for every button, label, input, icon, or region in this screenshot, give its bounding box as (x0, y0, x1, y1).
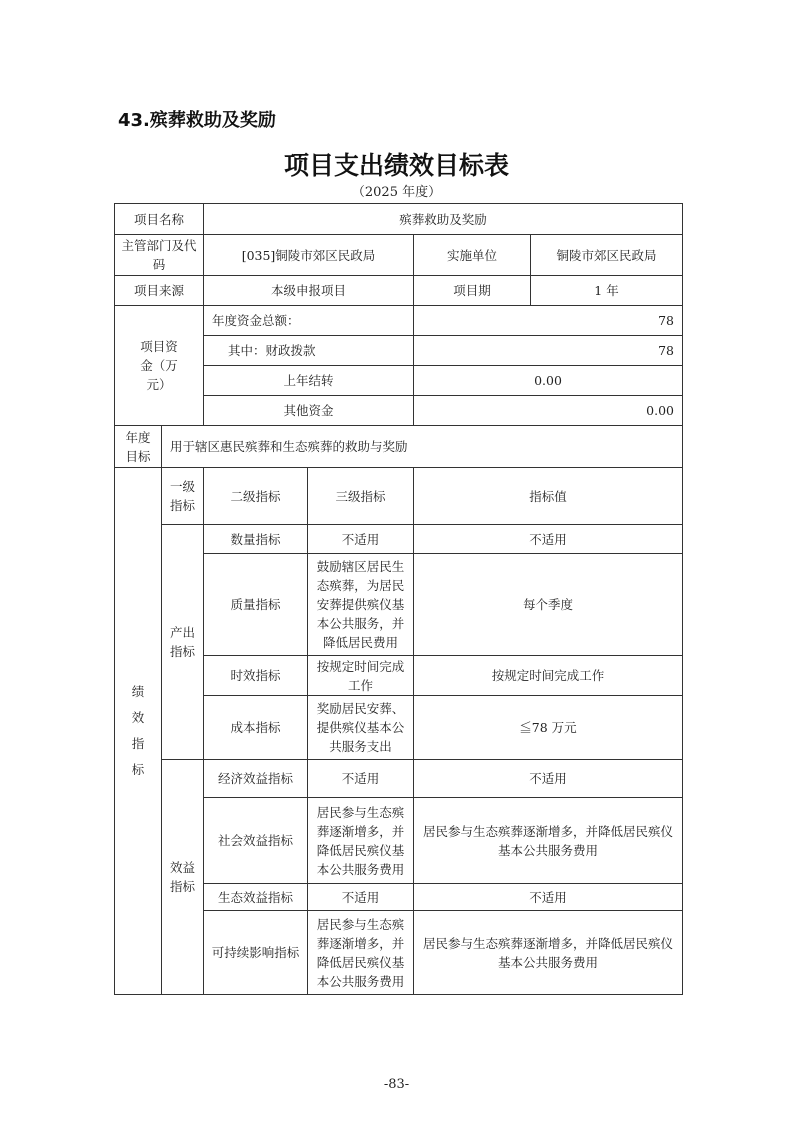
funds-other-value: 0.00 (414, 396, 683, 426)
row-level3: 按规定时间完成工作 (308, 656, 414, 696)
row-level2: 社会效益指标 (204, 798, 308, 884)
row-value: 按规定时间完成工作 (414, 656, 683, 696)
dept-label: 主管部门及代码 (115, 235, 204, 276)
period-value: 1 年 (531, 276, 683, 306)
row-level3: 奖励居民安葬、提供殡仪基本公共服务支出 (308, 696, 414, 760)
annual-goal-value: 用于辖区惠民殡葬和生态殡葬的救助与奖励 (162, 426, 683, 468)
year-label: （2025 年度） (351, 185, 442, 200)
source-label: 项目来源 (115, 276, 204, 306)
page-number: -83- (383, 1077, 410, 1092)
funds-total-value: 78 (414, 306, 683, 336)
effect-indicator-label: 效益指标 (162, 760, 204, 995)
row-value: 不适用 (414, 884, 683, 911)
output-indicator-label: 产出指标 (162, 525, 204, 760)
funds-label: 项目资金（万元） (115, 306, 204, 426)
section-title: 43.殡葬救助及奖励 (118, 110, 276, 131)
row-value: 不适用 (414, 760, 683, 798)
row-level2: 时效指标 (204, 656, 308, 696)
funds-other-label: 其他资金 (204, 396, 414, 426)
row-level3: 不适用 (308, 525, 414, 554)
funds-carry-value: 0.00 (414, 366, 683, 396)
row-level2: 成本指标 (204, 696, 308, 760)
period-label: 项目期 (414, 276, 531, 306)
document-title: 项目支出绩效目标表 (283, 151, 509, 180)
project-name-value: 殡葬救助及奖励 (204, 204, 683, 235)
row-value: 居民参与生态殡葬逐渐增多，并降低居民殡仪基本公共服务费用 (414, 798, 683, 884)
row-value: 不适用 (414, 525, 683, 554)
row-level2: 可持续影响指标 (204, 911, 308, 995)
source-value: 本级申报项目 (204, 276, 414, 306)
level2-header: 二级指标 (204, 468, 308, 525)
row-level3: 不适用 (308, 760, 414, 798)
row-level3: 居民参与生态殡葬逐渐增多，并降低居民殡仪基本公共服务费用 (308, 798, 414, 884)
row-level3: 鼓励辖区居民生态殡葬，为居民安葬提供殡仪基本公共服务，并降低居民费用 (308, 554, 414, 656)
performance-target-table (114, 203, 683, 995)
row-level2: 生态效益指标 (204, 884, 308, 911)
value-header: 指标值 (414, 468, 683, 525)
perf-indicator-label: 绩效指标 (115, 468, 162, 995)
level1-header: 一级指标 (162, 468, 204, 525)
dept-value: [035]铜陵市郊区民政局 (204, 235, 414, 276)
impl-value: 铜陵市郊区民政局 (531, 235, 683, 276)
row-value: ≦78 万元 (414, 696, 683, 760)
funds-fiscal-label: 其中：财政拨款 (204, 336, 414, 366)
impl-label: 实施单位 (414, 235, 531, 276)
row-level2: 质量指标 (204, 554, 308, 656)
row-level2: 数量指标 (204, 525, 308, 554)
row-value: 每个季度 (414, 554, 683, 656)
funds-fiscal-value: 78 (414, 336, 683, 366)
funds-total-label: 年度资金总额： (204, 306, 414, 336)
level3-header: 三级指标 (308, 468, 414, 525)
row-level3: 居民参与生态殡葬逐渐增多，并降低居民殡仪基本公共服务费用 (308, 911, 414, 995)
row-level2: 经济效益指标 (204, 760, 308, 798)
row-level3: 不适用 (308, 884, 414, 911)
project-name-label: 项目名称 (115, 204, 204, 235)
funds-carry-label: 上年结转 (204, 366, 414, 396)
annual-goal-label: 年度目标 (115, 426, 162, 468)
row-value: 居民参与生态殡葬逐渐增多，并降低居民殡仪基本公共服务费用 (414, 911, 683, 995)
